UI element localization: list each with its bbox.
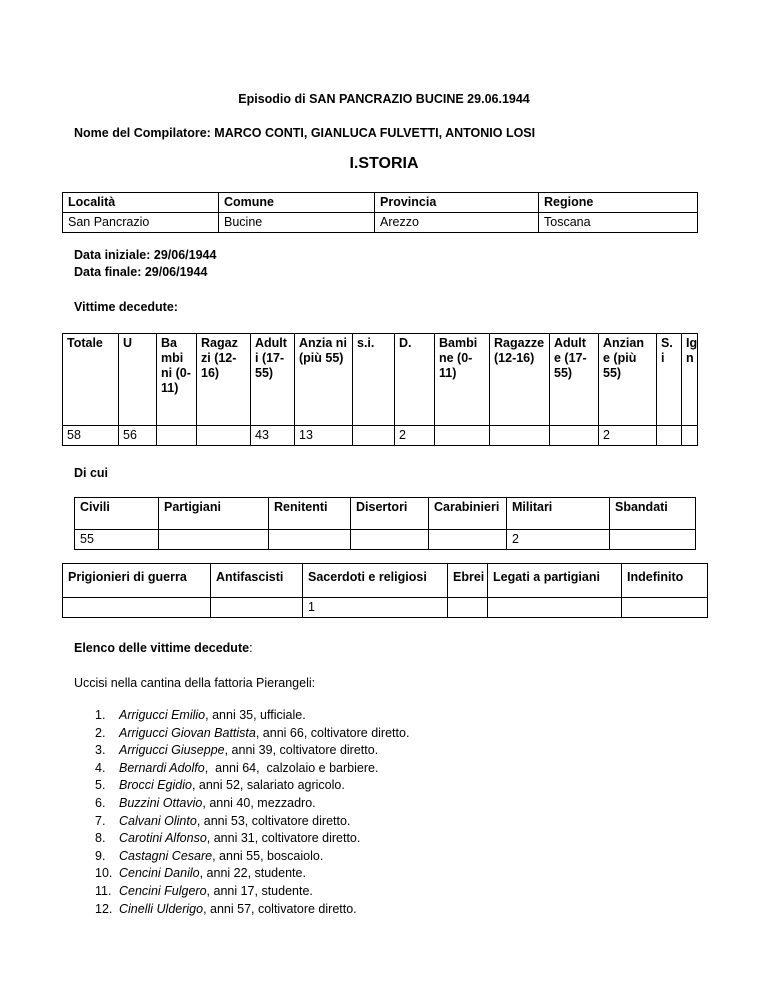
- value-indefinito: [622, 598, 708, 618]
- list-item-number: 1.: [95, 708, 106, 722]
- value-s-i: [657, 426, 682, 446]
- header-ragazzi: Ragaz zi (12- 16): [197, 334, 251, 426]
- value-civili: 55: [75, 530, 159, 550]
- victim-name: Arrigucci Giuseppe: [119, 743, 225, 758]
- victims-value-row: [63, 426, 698, 446]
- category2-header-row: [63, 564, 708, 598]
- header-adulte: Adult e (17- 55): [550, 334, 599, 426]
- header-bambine: Bambi ne (0- 11): [435, 334, 490, 426]
- victim-name: Arrigucci Emilio: [119, 708, 206, 722]
- value-comune: Bucine: [219, 213, 375, 233]
- list-item-number: 12.: [95, 901, 113, 916]
- value-renitenti: [269, 530, 351, 550]
- header-disertori: Disertori: [351, 498, 429, 530]
- header-localita: Località: [63, 193, 219, 213]
- category-table: [74, 497, 696, 550]
- victim-name: Bernardi Adolfo: [119, 760, 205, 775]
- list-item: [95, 760, 409, 778]
- header-si: s.i.: [353, 334, 395, 426]
- victims-list: [95, 707, 409, 918]
- category-header-row: [75, 498, 696, 530]
- victim-desc: , anni 57, coltivatore diretto.: [203, 901, 357, 916]
- value-uomini: 56: [119, 426, 157, 446]
- list-item: [95, 883, 409, 901]
- list-heading-text: Elenco delle vittime decedute: [74, 641, 250, 655]
- victims-header-row: [63, 334, 698, 426]
- end-date: Data finale: 29/06/1944: [74, 265, 208, 279]
- list-intro: Uccisi nella cantina della fattoria Pierangeli:: [74, 676, 316, 690]
- victim-desc: , anni 35, ufficiale.: [205, 708, 306, 722]
- value-carabinieri: [429, 530, 507, 550]
- victim-desc: , anni 52, salariato agricolo.: [191, 778, 345, 793]
- header-uomini: U: [119, 334, 157, 426]
- header-bambini: Ba mbi ni (0- 11): [157, 334, 197, 426]
- victim-name: Calvani Olinto: [119, 813, 197, 828]
- list-item: [95, 865, 409, 883]
- victim-name: Carotini Alfonso: [119, 831, 207, 846]
- di-cui-label: Di cui: [74, 466, 109, 480]
- list-item-number: 5.: [95, 778, 106, 793]
- value-bambine: [435, 426, 490, 446]
- value-adulte: [550, 426, 599, 446]
- header-legati-partigiani: Legati a partigiani: [488, 564, 622, 598]
- header-indefinito: Indefinito: [622, 564, 708, 598]
- list-item: [95, 777, 409, 795]
- header-s-i: S. i: [657, 334, 682, 426]
- victim-desc: , anni 64, calzolaio e barbiere.: [204, 760, 379, 775]
- list-item-number: 11.: [95, 883, 112, 898]
- value-localita: San Pancrazio: [63, 213, 219, 233]
- value-partigiani: [159, 530, 269, 550]
- header-donne: D.: [395, 334, 435, 426]
- victim-desc: , anni 17, studente.: [206, 883, 313, 898]
- location-value-row: [63, 213, 698, 233]
- value-prigionieri: [63, 598, 211, 618]
- value-ign: [682, 426, 698, 446]
- list-item: [95, 901, 409, 919]
- location-table: [62, 192, 698, 233]
- value-donne: 2: [395, 426, 435, 446]
- header-renitenti: Renitenti: [269, 498, 351, 530]
- victim-desc: , anni 39, coltivatore diretto.: [224, 743, 379, 758]
- list-item-number: 4.: [95, 760, 106, 775]
- header-ign: Ig n: [682, 334, 698, 426]
- location-header-row: [63, 193, 698, 213]
- list-item: [95, 795, 409, 813]
- header-sbandati: Sbandati: [610, 498, 696, 530]
- value-antifascisti: [211, 598, 303, 618]
- victim-name: Brocci Egidio: [119, 778, 192, 793]
- value-provincia: Arezzo: [375, 213, 539, 233]
- list-item-number: 2.: [95, 725, 106, 740]
- section-title: I.STORIA: [349, 155, 419, 172]
- victim-name: Cencini Danilo: [119, 866, 200, 881]
- victim-desc: , anni 66, coltivatore diretto.: [255, 725, 410, 740]
- value-militari: 2: [507, 530, 610, 550]
- header-anziani: Anzia ni (più 55): [295, 334, 353, 426]
- value-sacerdoti: 1: [303, 598, 448, 618]
- header-civili: Civili: [75, 498, 159, 530]
- victim-desc: , anni 31, coltivatore diretto.: [206, 831, 361, 846]
- victims-table: [62, 333, 698, 446]
- list-heading-colon: :: [249, 641, 253, 655]
- victim-desc: , anni 55, boscaiolo.: [212, 848, 324, 863]
- victim-name: Cinelli Ulderigo: [119, 901, 204, 916]
- value-legati-partigiani: [488, 598, 622, 618]
- list-item: [95, 813, 409, 831]
- list-item-number: 7.: [95, 813, 106, 828]
- list-item-number: 3.: [95, 743, 106, 758]
- value-ebrei: [448, 598, 488, 618]
- header-carabinieri: Carabinieri: [429, 498, 507, 530]
- value-totale: 58: [63, 426, 119, 446]
- list-item-number: 8.: [95, 831, 106, 846]
- list-item: [95, 830, 409, 848]
- list-item: [95, 742, 409, 760]
- header-prigionieri: Prigionieri di guerra: [63, 564, 211, 598]
- document-title: Episodio di SAN PANCRAZIO BUCINE 29.06.1944: [238, 92, 530, 106]
- list-item-number: 10.: [95, 866, 113, 881]
- victim-name: Cencini Fulgero: [119, 883, 207, 898]
- victim-name: Castagni Cesare: [119, 848, 213, 863]
- victim-desc: , anni 22, studente.: [199, 866, 306, 881]
- victims-label: Vittime decedute:: [74, 300, 178, 314]
- victim-desc: , anni 53, coltivatore diretto.: [196, 813, 351, 828]
- list-item: [95, 707, 409, 725]
- value-ragazzi: [197, 426, 251, 446]
- value-anziani: 13: [295, 426, 353, 446]
- header-anziane: Anzian e (più 55): [599, 334, 657, 426]
- value-anziane: 2: [599, 426, 657, 446]
- header-ebrei: Ebrei: [448, 564, 488, 598]
- category2-value-row: [63, 598, 708, 618]
- list-heading: [74, 641, 253, 655]
- category-value-row: [75, 530, 696, 550]
- header-partigiani: Partigiani: [159, 498, 269, 530]
- header-totale: Totale: [63, 334, 119, 426]
- value-si: [353, 426, 395, 446]
- header-ragazze: Ragazze (12-16): [490, 334, 550, 426]
- victim-desc: , anni 40, mezzadro.: [202, 795, 316, 810]
- value-ragazze: [490, 426, 550, 446]
- header-militari: Militari: [507, 498, 610, 530]
- header-antifascisti: Antifascisti: [211, 564, 303, 598]
- value-bambini: [157, 426, 197, 446]
- header-regione: Regione: [539, 193, 698, 213]
- value-regione: Toscana: [539, 213, 698, 233]
- compiler-line: Nome del Compilatore: MARCO CONTI, GIANLUCA FULVETTI, ANTONIO LOSI: [74, 126, 536, 140]
- list-item: [95, 848, 409, 866]
- list-item-number: 9.: [95, 848, 106, 863]
- header-sacerdoti: Sacerdoti e religiosi: [303, 564, 448, 598]
- victim-name: Buzzini Ottavio: [119, 795, 203, 810]
- value-disertori: [351, 530, 429, 550]
- value-adulti: 43: [251, 426, 295, 446]
- list-item-number: 6.: [95, 795, 106, 810]
- header-provincia: Provincia: [375, 193, 539, 213]
- start-date: Data iniziale: 29/06/1944: [74, 248, 217, 262]
- header-comune: Comune: [219, 193, 375, 213]
- list-item: [95, 725, 409, 743]
- category-table-2: [62, 563, 708, 618]
- value-sbandati: [610, 530, 696, 550]
- victim-name: Arrigucci Giovan Battista: [119, 725, 256, 740]
- header-adulti: Adult i (17- 55): [251, 334, 295, 426]
